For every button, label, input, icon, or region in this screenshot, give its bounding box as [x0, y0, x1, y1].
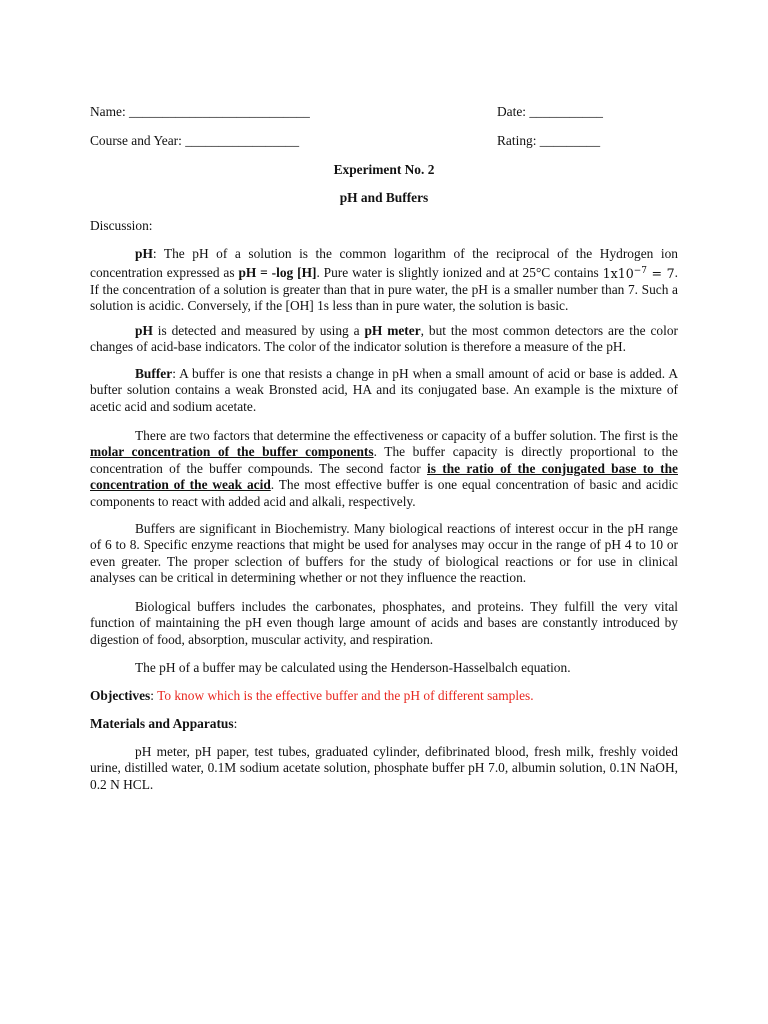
objectives-section: Objectives: To know which is the effective buffer and the pH of different samples. — [90, 688, 534, 703]
ph-term: pH — [135, 246, 153, 261]
materials-label: Materials and Apparatus — [90, 716, 234, 731]
course-year-field[interactable]: Course and Year: _________________ — [90, 133, 300, 148]
ph-meter-term: pH meter — [364, 323, 421, 338]
buffer-term: Buffer — [135, 366, 173, 381]
page-title: pH and Buffers — [339, 190, 429, 205]
discussion-label: Discussion: — [90, 218, 153, 233]
ph-formula: pH = -log [H] — [238, 265, 317, 281]
rating-field[interactable]: Rating: _________ — [497, 133, 601, 148]
ionization-expression: $1x10^{-7} = 7$ — [602, 265, 675, 281]
paragraph-buffer-factors: There are two factors that determine the effectiveness or capacity of a buffer solution. The first is the molar concentration of the buffer components. The buffer capacity is directly proportional to the concentration of the buffer compounds. The second factor is the ratio of the conjugated base to the concentration of the weak acid. The most effective buffer is one equal concentration of basic and acidic components to react with added acid and alkali, respectively. — [90, 428, 678, 509]
second-factor: is the ratio of the conjugated base to the concentration of the weak acid — [90, 460, 678, 493]
materials-list: pH meter, pH paper, test tubes, graduated cylinder, defibrinated blood, fresh milk, freshly voided urine, distilled water, 0.1M sodium acetate solution, phosphate buffer pH 7.0, albumin solution, 0.1N NaOH, 0.2 N HCL. — [90, 744, 678, 792]
first-factor: molar concentration of the buffer components — [90, 444, 374, 460]
date-field[interactable]: Date: ___________ — [497, 104, 603, 119]
paragraph-biochemistry: Buffers are significant in Biochemistry. Many biological reactions of interest occur in the pH range of 6 to 8. Specific enzyme reactions that might be used for analyses may occur in the range of pH 4 to 10 or even greater. The proper sclection of buffers for the study of biological reactions or for use in clinical analyses can be critical in determining whether or not they influence the reaction. — [90, 521, 678, 586]
paragraph-ph: pH: The pH of a solution is the common logarithm of the reciprocal of the Hydrogen ion concentration expressed as pH = -log [H]. Pure water is slightly ionized and at 25°C contains $1x10^{-7} = 7$. If the concentration of a solution is greater than that in pure water, the pH is a smaller number than 7. Such a solution is acidic. Conversely, if the [OH] 1s less than in pure water, the solution is basic. — [90, 246, 678, 314]
paragraph-buffer: Buffer: A buffer is one that resists a change in pH when a small amount of acid or base is added. A bufter solution contains a weak Bronsted acid, HA and its conjugated base. An example is the mixture of acetic acid and sodium acetate. — [90, 366, 678, 414]
paragraph-ph-meter: pH is detected and measured by using a pH meter, but the most common detectors are the color changes of acid-base indicators. The color of the indicator solution is therefore a measure of the pH. — [90, 323, 679, 355]
paragraph-henderson: The pH of a buffer may be calculated using the Henderson-Hasselbalch equation. — [135, 660, 571, 675]
paragraph-biological-buffers: Biological buffers includes the carbonates, phosphates, and proteins. They fulfill the very vital function of maintaining the pH even though large amount of acids and bases are constantly introduced by digestion of food, absorption, muscular activity, and respiration. — [90, 599, 678, 647]
objectives-text: To know which is the effective buffer and the pH of different samples. — [157, 688, 534, 703]
experiment-number: Experiment No. 2 — [333, 162, 435, 177]
objectives-label: Objectives — [90, 688, 151, 703]
materials-section: Materials and Apparatus: — [90, 716, 238, 731]
name-field[interactable]: Name: ___________________________ — [90, 104, 310, 119]
